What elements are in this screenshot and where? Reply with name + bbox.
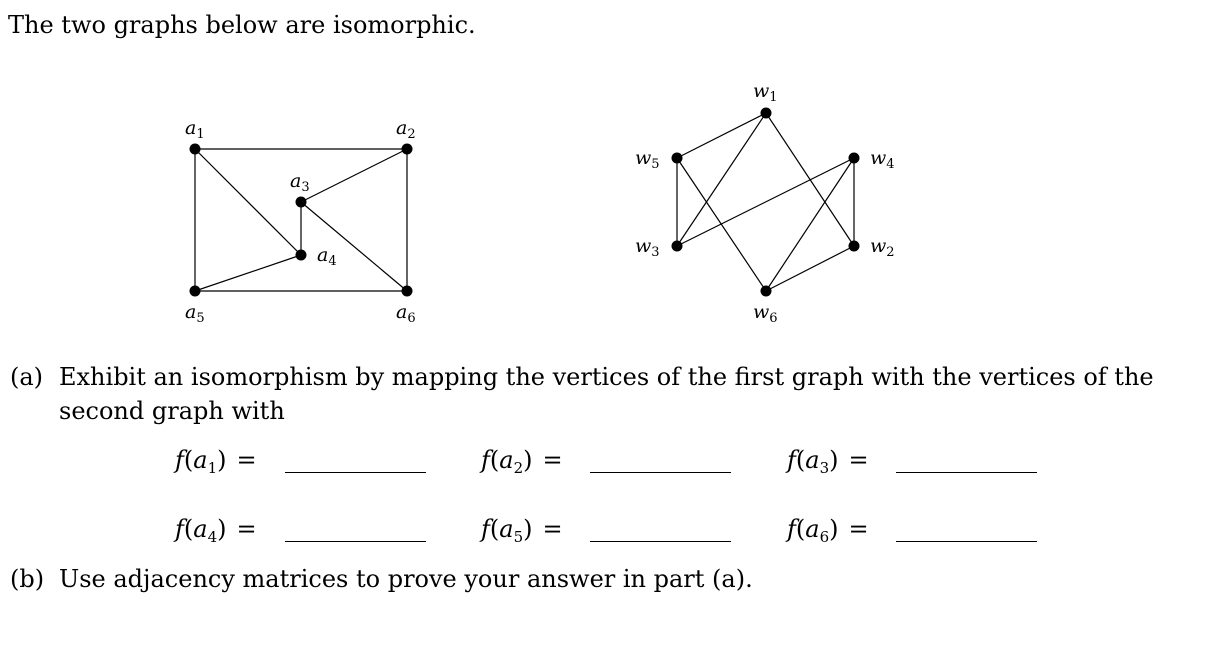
mapping-row-1	[0, 440, 1217, 480]
answer-blank-a3[interactable]	[896, 472, 1037, 473]
graph-a	[185, 117, 416, 326]
part-a-text: Exhibit an isomorphism by mapping the vertices of the first graph with the vertices of the second graph with	[59, 363, 1154, 425]
label-w1: $w_1$	[753, 80, 778, 105]
part-b-text: Use adjacency matrices to prove your answer in part (a).	[59, 565, 753, 593]
vertex-w4	[849, 153, 860, 164]
answer-blank-a4[interactable]	[285, 541, 426, 542]
part-a-tag: (a)	[10, 363, 44, 391]
label-a4: $a_4$	[317, 244, 337, 269]
graph-w	[635, 80, 895, 326]
intro-text: The two graphs below are isomorphic.	[8, 11, 476, 39]
vertex-w2	[849, 241, 860, 252]
label-w5: $w_5$	[635, 147, 660, 172]
vertex-a2	[402, 144, 413, 155]
mapping-a2: $f(a_2)$ =	[481, 446, 563, 477]
answer-blank-a2[interactable]	[590, 472, 731, 473]
vertex-a6	[402, 286, 413, 297]
vertex-a3	[296, 197, 307, 208]
answer-blank-a6[interactable]	[896, 541, 1037, 542]
vertex-w6	[761, 286, 772, 297]
mapping-a4: $f(a_4)$ =	[175, 515, 257, 546]
answer-blank-a1[interactable]	[285, 472, 426, 473]
mapping-a1: $f(a_1)$ =	[175, 446, 257, 477]
label-w2: $w_2$	[870, 235, 895, 260]
label-a2: $a_2$	[396, 117, 416, 142]
edge-a1-a4	[195, 149, 301, 255]
vertex-w1	[761, 108, 772, 119]
label-a5: $a_5$	[185, 301, 205, 326]
vertex-a5	[190, 286, 201, 297]
mapping-a5: $f(a_5)$ =	[481, 515, 563, 546]
edge-a2-a3	[301, 149, 407, 202]
label-a6: $a_6$	[396, 301, 416, 326]
vertex-w3	[672, 241, 683, 252]
label-w6: $w_6$	[753, 301, 778, 326]
label-a1: $a_1$	[185, 117, 205, 142]
edge-w4-w3	[677, 158, 854, 246]
label-a3: $a_3$	[290, 170, 310, 195]
edge-a4-a5	[195, 255, 301, 291]
edge-w1-w3	[677, 113, 766, 246]
vertex-a4	[296, 250, 307, 261]
vertex-w5	[672, 153, 683, 164]
vertex-a1	[190, 144, 201, 155]
part-b-tag: (b)	[10, 565, 45, 593]
mapping-a3: $f(a_3)$ =	[787, 446, 869, 477]
mapping-row-2	[0, 509, 1217, 549]
answer-blank-a5[interactable]	[590, 541, 731, 542]
label-w3: $w_3$	[635, 235, 660, 260]
edge-w4-w6	[766, 158, 854, 291]
edge-w6-w2	[766, 246, 854, 291]
label-w4: $w_4$	[870, 147, 895, 172]
edge-w1-w5	[677, 113, 766, 158]
mapping-a6: $f(a_6)$ =	[787, 515, 869, 546]
